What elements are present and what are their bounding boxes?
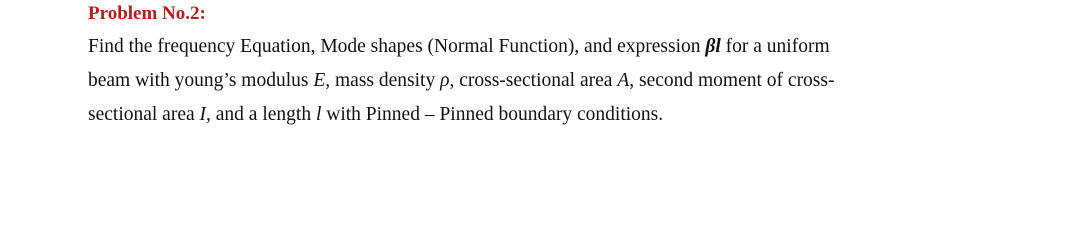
- problem-block: [88, 2, 1068, 132]
- line-3-text-1: sectional area: [88, 104, 200, 125]
- line-2-text-2: , mass density: [325, 70, 441, 91]
- problem-heading: Problem No.2:: [88, 3, 206, 24]
- problem-text-line-3: [88, 98, 1068, 132]
- line-2-text-4: , second moment of cross-: [629, 70, 835, 91]
- mass-density-symbol: ρ: [440, 70, 450, 91]
- area-symbol: A: [617, 70, 630, 91]
- length-symbol: l: [315, 104, 322, 125]
- line-1-text-start: Find the frequency Equation, Mode shapes (Normal Function), and expression: [88, 36, 706, 57]
- cut-off-next-line: [88, 142, 228, 151]
- line-1-text-end: for a uniform: [720, 36, 830, 57]
- problem-text-line-1: [88, 30, 1068, 64]
- youngs-modulus-symbol: E: [313, 70, 326, 91]
- line-3-text-2: , and a length: [206, 104, 316, 125]
- problem-text-line-2: [88, 64, 1068, 98]
- beta-l-symbol: βl: [705, 36, 721, 57]
- line-3-text-3: with Pinned – Pinned boundary conditions.: [321, 104, 664, 125]
- line-2-text-3: , cross-sectional area: [449, 70, 618, 91]
- second-moment-symbol: I: [199, 104, 207, 125]
- line-2-text-1: beam with young’s modulus: [88, 70, 314, 91]
